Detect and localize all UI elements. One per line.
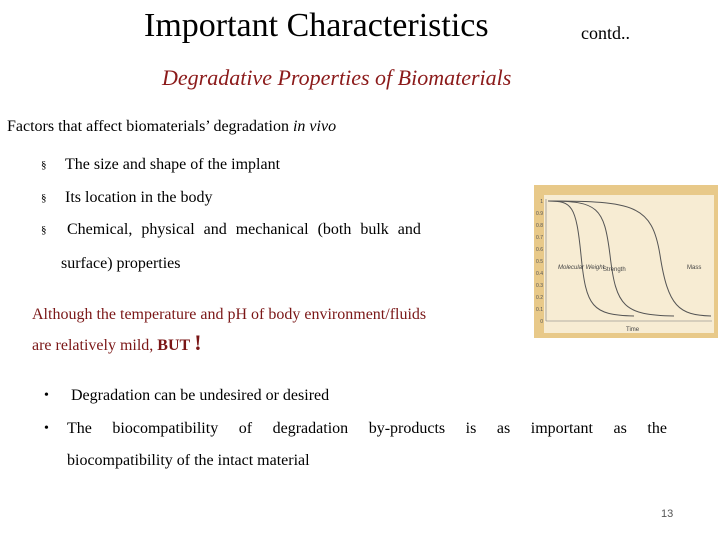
round-bullet-icon: • bbox=[44, 421, 49, 436]
y-tick-label: 1 bbox=[540, 199, 543, 205]
point-item-justified bbox=[67, 418, 667, 440]
y-tick-label: 0.1 bbox=[536, 307, 543, 313]
factor-item: Its location in the body bbox=[65, 189, 213, 206]
y-tick-label: 0 bbox=[540, 319, 543, 325]
factor-item-continued: surface) properties bbox=[61, 255, 181, 272]
y-tick-label: 0.9 bbox=[536, 211, 543, 217]
mass-label: Mass bbox=[687, 265, 702, 271]
slide-subtitle: Degradative Properties of Biomaterials bbox=[162, 65, 512, 90]
point-word: of bbox=[238, 420, 253, 437]
warning-exclamation: ! bbox=[194, 330, 202, 355]
y-tick-label: 0.6 bbox=[536, 247, 543, 253]
point-word: biocompatibility bbox=[112, 420, 219, 437]
point-word: important bbox=[530, 420, 593, 437]
square-bullet-icon: § bbox=[41, 159, 47, 171]
page-number: 13 bbox=[661, 508, 674, 520]
y-tick-label: 0.2 bbox=[536, 295, 543, 301]
square-bullet-icon: § bbox=[41, 224, 47, 236]
degradation-graph bbox=[534, 185, 718, 338]
y-tick-label: 0.8 bbox=[536, 223, 543, 229]
warning-line-2-text: are relatively mild, bbox=[32, 337, 158, 354]
point-item: Degradation can be undesired or desired bbox=[71, 387, 330, 404]
point-word: The bbox=[67, 420, 92, 437]
slide-title: Important Characteristics bbox=[144, 7, 489, 44]
y-tick-label: 0.3 bbox=[536, 283, 543, 289]
strength-label: Strength bbox=[603, 267, 626, 273]
y-tick-label: 0.5 bbox=[536, 259, 543, 265]
factors-intro-italic: in vivo bbox=[292, 118, 337, 135]
point-word: degradation bbox=[272, 420, 349, 437]
point-word: the bbox=[647, 420, 667, 437]
y-tick-label: 0.4 bbox=[536, 271, 543, 277]
factors-intro-text: Factors that affect biomaterials’ degradation bbox=[7, 118, 293, 135]
contd-label: contd.. bbox=[581, 23, 630, 43]
square-bullet-icon: § bbox=[41, 192, 47, 204]
point-item-continued: biocompatibility of the intact material bbox=[67, 452, 310, 469]
point-word: as bbox=[496, 420, 511, 437]
molecular-weight-label: Molecular Weight bbox=[558, 265, 605, 271]
factor-item: The size and shape of the implant bbox=[65, 156, 281, 173]
factors-intro bbox=[7, 116, 336, 138]
y-tick-label: 0.7 bbox=[536, 235, 543, 241]
point-word: as bbox=[613, 420, 627, 437]
warning-line-2 bbox=[32, 332, 202, 357]
point-word: by-products bbox=[368, 420, 446, 437]
warning-line-1: Although the temperature and pH of body environment/fluids bbox=[32, 306, 427, 323]
x-axis-label: Time bbox=[626, 327, 640, 333]
round-bullet-icon: • bbox=[44, 388, 49, 403]
factor-item: Chemical, physical and mechanical (both bulk and bbox=[67, 221, 421, 238]
warning-but: BUT bbox=[157, 337, 191, 354]
point-word: is bbox=[465, 420, 477, 437]
